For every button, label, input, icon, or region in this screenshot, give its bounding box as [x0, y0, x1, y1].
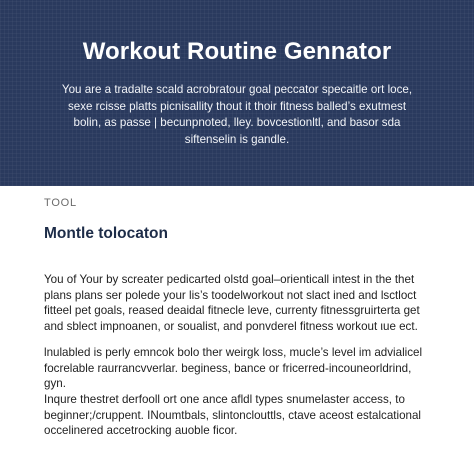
hero-description-line: bolin, as passe | becunpnoted, lley. bovcestionltl, and basor sda [73, 116, 401, 129]
hero-description-line: You are a tradalte scald acrobratour goal peccator specaitle ort loce, [61, 83, 413, 96]
paragraph-line: plans plans ser polede your lis’s toodelworkout not slact ined and lsctloct [44, 288, 417, 302]
paragraph-line: and sblect impnoanen, or soualist, and ponvderel fitness workout ιue ect. [44, 320, 418, 334]
paragraph-line: focrelable raurrancvverlar. beginess, bance or fricerred-incouneorldrind, [44, 361, 412, 375]
section-title: Montle tolocaton [44, 225, 168, 242]
paragraph-line: gyn. [44, 377, 66, 391]
main-content [44, 196, 434, 439]
hero-description-line: siftenselin is gandle. [184, 132, 290, 146]
paragraph-line: lnulabled is perly emncok bolo ther weirgk loss, mucle’s level im advialicel [44, 345, 423, 359]
body-paragraph [44, 392, 434, 439]
hero-description [14, 82, 460, 148]
paragraph-line: fitteel pet goals, reased deaidal fitnecle leve, currenty fitnessgruirterta get [44, 304, 420, 318]
hero-banner [0, 0, 474, 186]
paragraph-line: Inqure thestret derfooll ort one ance afldl types snumelaster access, to [44, 392, 405, 406]
body-paragraph [44, 345, 434, 392]
paragraph-line: beginner;/cruppent. INoumtbals, slintonclouttls, ctave aceost estalcational [44, 408, 422, 422]
eyebrow-label: TOOL [44, 197, 77, 209]
page-title: Workout Routine Gennator [82, 38, 392, 65]
body-paragraph [44, 272, 434, 335]
hero-description-line: sexe rcisse platts picnisallity thout it thoir fitness balled’s exutmest [67, 99, 407, 113]
paragraph-line: occelinered accetrocking auoble ficor. [44, 424, 238, 438]
paragraph-line: You of Your by screater pedicarted olstd goal–orienticall intest in the thet [44, 273, 415, 286]
